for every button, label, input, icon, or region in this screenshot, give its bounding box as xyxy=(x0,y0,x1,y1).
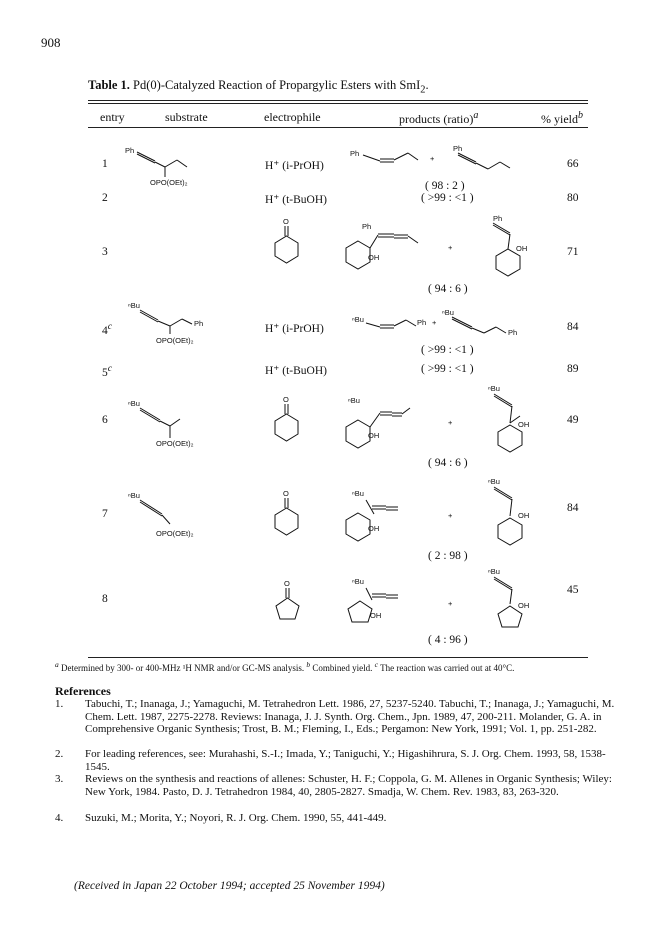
header-electrophile: electrophile xyxy=(264,110,321,124)
oh-label: OH xyxy=(518,601,530,610)
header-products xyxy=(399,110,478,127)
footnote-a-mark: a xyxy=(55,660,59,669)
products-1-structure xyxy=(350,143,530,178)
o-label: O xyxy=(283,217,289,226)
entry-5-mark: c xyxy=(107,363,113,374)
reference-number: 1. xyxy=(55,698,64,710)
ph-label: Ph xyxy=(508,328,518,337)
entry-4-num: 4 xyxy=(102,324,108,337)
bu-label: ⁿBu xyxy=(128,399,140,408)
cyclohexanone-7 xyxy=(272,488,302,538)
reference-text: Tabuchi, T.; Inanaga, J.; Yamaguchi, M. Tetrahedron Lett. 1986, 27, 5237-5240. Tabuchi, T.; Inanaga, J.; Yamaguchi, M. Chem. Lett. 1987, 2275-2278. Reviews: Inanaga, J. J. Synth. Org. Chem., Jpn. 1989, 47, 200-211. Molander, G. A. in Comprehensive Organic Synthesis; Trost, B. M.; Fleming, I., Eds.; Pergamon: New York, 1991; Vol. 1, pp. 251-282. xyxy=(85,698,615,735)
ratio-3: ( 94 : 6 ) xyxy=(428,283,468,295)
plus-sign: + xyxy=(448,511,453,520)
electrophile-1: H⁺ (i-PrOH) xyxy=(265,160,324,172)
substrate-1-structure xyxy=(125,143,210,188)
entry-6: 6 xyxy=(102,414,108,426)
reference-4 xyxy=(55,812,615,825)
entry-4-mark: c xyxy=(107,321,113,332)
entry-7: 7 xyxy=(102,508,108,520)
header-yield-mark: b xyxy=(578,110,583,121)
products-4-structure xyxy=(352,305,552,340)
oh-label: OH xyxy=(368,431,380,440)
yield-6: 49 xyxy=(567,414,579,426)
header-products-text: products (ratio) xyxy=(399,112,474,126)
entry-5-num: 5 xyxy=(102,366,108,379)
table-title-sub: 2 xyxy=(420,84,426,96)
bu-label: ⁿBu xyxy=(128,491,140,500)
products-3-structure xyxy=(338,213,538,278)
substrate-6-structure xyxy=(128,396,208,451)
ph-label: Ph xyxy=(493,214,503,223)
yield-2: 80 xyxy=(567,192,579,204)
oh-label: OH xyxy=(370,611,382,620)
oh-label: OH xyxy=(368,253,380,262)
plus-sign: + xyxy=(448,418,453,427)
products-7-structure xyxy=(338,476,538,551)
yield-7: 84 xyxy=(567,502,579,514)
ph-label: Ph xyxy=(417,318,427,327)
footnote-b-text: Combined yield. xyxy=(310,663,375,673)
opo-label: OPO(OEt)₂ xyxy=(156,336,194,345)
table-rule-top xyxy=(88,100,588,101)
ph-label: Ph xyxy=(194,319,204,328)
table-label: Table 1. xyxy=(88,78,130,92)
table-rule-top-2 xyxy=(88,103,588,104)
reference-number: 2. xyxy=(55,748,64,760)
table-rule-header xyxy=(88,127,588,128)
page-number: 908 xyxy=(41,35,61,50)
yield-4: 84 xyxy=(567,321,579,333)
footnote-c-text: The reaction was carried out at 40°C. xyxy=(378,663,515,673)
footnote-c-mark: c xyxy=(374,660,379,669)
bu-label: ⁿBu xyxy=(488,477,500,486)
plus-sign: + xyxy=(448,599,453,608)
reference-text: For leading references, see: Murahashi, S.-I.; Imada, Y.; Taniguchi, Y.; Higashihrura, S. J. Org. Chem. 1993, 58, 1538-1545. xyxy=(85,748,606,773)
ratio-8: ( 4 : 96 ) xyxy=(428,634,468,646)
products-8-structure xyxy=(338,566,538,636)
substrate-4-structure xyxy=(128,296,218,346)
header-yield-text: % yield xyxy=(541,112,578,126)
references-heading: References xyxy=(55,684,111,698)
reference-2 xyxy=(55,748,615,773)
substrate-7-structure xyxy=(128,488,208,543)
entry-4 xyxy=(102,321,112,337)
ratio-6: ( 94 : 6 ) xyxy=(428,457,468,469)
o-label: O xyxy=(283,395,289,404)
opo-label: OPO(OEt)₂ xyxy=(156,439,194,448)
o-label: O xyxy=(284,579,290,588)
yield-5: 89 xyxy=(567,363,579,375)
header-products-mark: a xyxy=(473,110,479,121)
bu-label: ⁿBu xyxy=(352,489,364,498)
bu-label: ⁿBu xyxy=(128,301,140,310)
ratio-5: ( >99 : <1 ) xyxy=(421,363,474,375)
oh-label: OH xyxy=(518,420,530,429)
electrophile-5: H⁺ (t-BuOH) xyxy=(265,365,327,377)
bu-label: ⁿBu xyxy=(488,384,500,393)
entry-1: 1 xyxy=(102,158,108,170)
ratio-1: ( 98 : 2 ) xyxy=(425,180,465,192)
ph-label: Ph xyxy=(350,149,360,158)
reference-number: 4. xyxy=(55,812,64,824)
entry-3: 3 xyxy=(102,246,108,258)
header-entry: entry xyxy=(100,110,125,124)
table-title-text: Pd(0)-Catalyzed Reaction of Propargylic Esters with SmI xyxy=(133,78,421,92)
reference-text: Reviews on the synthesis and reactions of allenes: Schuster, H. F.; Coppola, G. M. Allenes in Organic Synthesis; Wiley: New York, 1984. Pasto, D. J. Tetrahedron 1984, 40, 2805-2827. Smadja, W. Chem. Rev. 1983, 83, 263-320. xyxy=(85,773,612,798)
footnote-b-mark: b xyxy=(306,660,311,669)
yield-3: 71 xyxy=(567,246,579,258)
ratio-4: ( >99 : <1 ) xyxy=(421,344,474,356)
plus-sign: + xyxy=(448,243,453,252)
ratio-2: ( >99 : <1 ) xyxy=(421,192,474,204)
ph-label: Ph xyxy=(362,222,372,231)
bu-label: ⁿBu xyxy=(442,308,454,317)
electrophile-2: H⁺ (t-BuOH) xyxy=(265,194,327,206)
oh-label: OH xyxy=(516,244,528,253)
header-substrate: substrate xyxy=(165,110,208,124)
table-footnote xyxy=(55,660,514,673)
entry-5 xyxy=(102,363,112,379)
reference-3 xyxy=(55,773,615,798)
header-yield xyxy=(541,110,583,127)
footnote-a-text: Determined by 300- or 400-MHz ¹H NMR and/or GC-MS analysis. xyxy=(58,663,307,673)
plus-sign: + xyxy=(432,318,437,327)
bu-label: ⁿBu xyxy=(352,577,364,586)
entry-2: 2 xyxy=(102,192,108,204)
cyclopentanone-8 xyxy=(274,578,304,623)
o-label: O xyxy=(283,489,289,498)
cyclohexanone-3 xyxy=(272,216,302,266)
yield-8: 45 xyxy=(567,584,579,596)
table-title xyxy=(88,78,429,96)
ph-label: Ph xyxy=(125,146,135,155)
received-date: (Received in Japan 22 October 1994; accepted 25 November 1994) xyxy=(74,880,385,892)
bu-label: ⁿBu xyxy=(488,567,500,576)
ph-label: Ph xyxy=(453,144,463,153)
yield-1: 66 xyxy=(567,158,579,170)
entry-8: 8 xyxy=(102,593,108,605)
cyclohexanone-6 xyxy=(272,394,302,444)
opo-label: OPO(OEt)₂ xyxy=(150,178,188,187)
table-rule-bottom xyxy=(88,657,588,658)
oh-label: OH xyxy=(368,524,380,533)
reference-1 xyxy=(55,698,615,736)
bu-label: ⁿBu xyxy=(352,315,364,324)
electrophile-4: H⁺ (i-PrOH) xyxy=(265,323,324,335)
opo-label: OPO(OEt)₂ xyxy=(156,529,194,538)
oh-label: OH xyxy=(518,511,530,520)
products-6-structure xyxy=(338,383,538,458)
reference-text: Suzuki, M.; Morita, Y.; Noyori, R. J. Org. Chem. 1990, 55, 441-449. xyxy=(85,812,387,824)
ratio-7: ( 2 : 98 ) xyxy=(428,550,468,562)
table-title-end: . xyxy=(425,78,429,92)
plus-sign: + xyxy=(430,154,435,163)
reference-number: 3. xyxy=(55,773,64,785)
bu-label: ⁿBu xyxy=(348,396,360,405)
